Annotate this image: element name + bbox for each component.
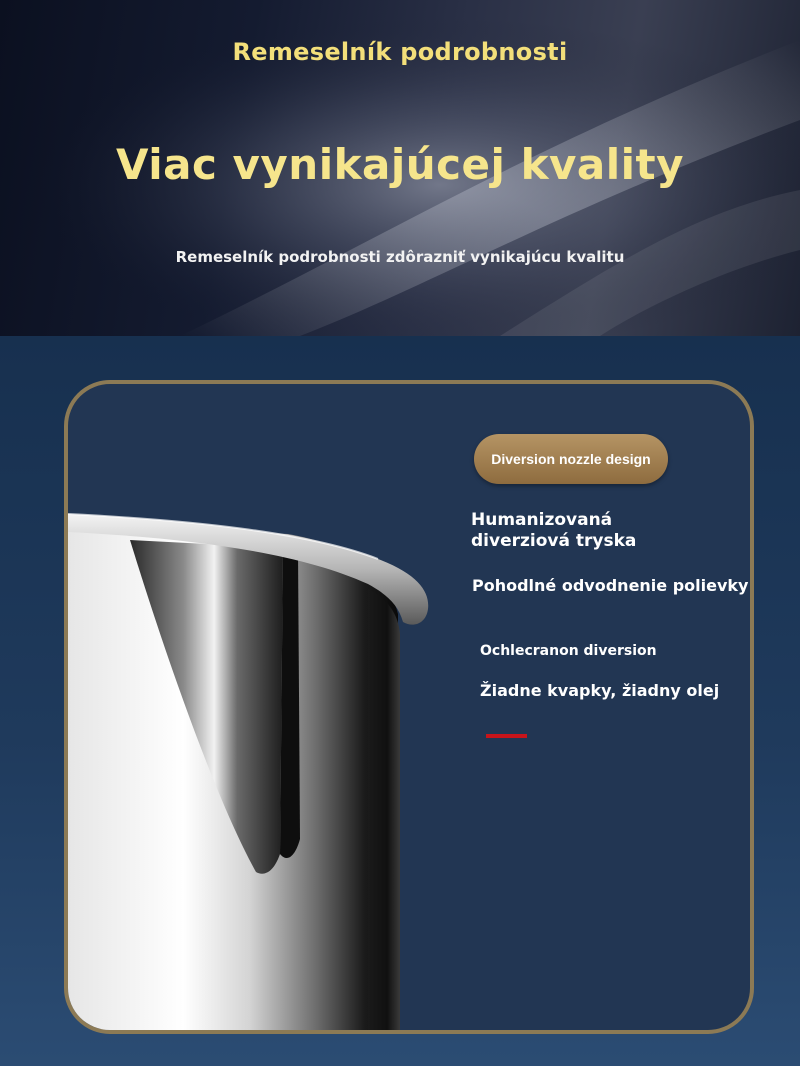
feature-title-line-1: Humanizovaná (471, 510, 613, 530)
feature-description: Pohodlné odvodnenie polievky (472, 576, 749, 595)
feature-badge: Diversion nozzle design (474, 434, 668, 484)
hero-banner (0, 0, 800, 336)
feature-sub-description: Žiadne kvapky, žiadny olej (480, 681, 720, 700)
feature-title-line-2: diverziová tryska (471, 531, 637, 551)
feature-sub-title: Ochlecranon diversion (480, 643, 657, 659)
hero-kicker: Remeselník podrobnosti (232, 38, 568, 66)
feature-title (471, 510, 731, 552)
hero-title: Viac vynikajúcej kvality (116, 140, 684, 189)
hero-subtitle: Remeselník podrobnosti zdôrazniť vynikajúcu kvalitu (175, 248, 625, 266)
accent-divider (486, 734, 527, 738)
